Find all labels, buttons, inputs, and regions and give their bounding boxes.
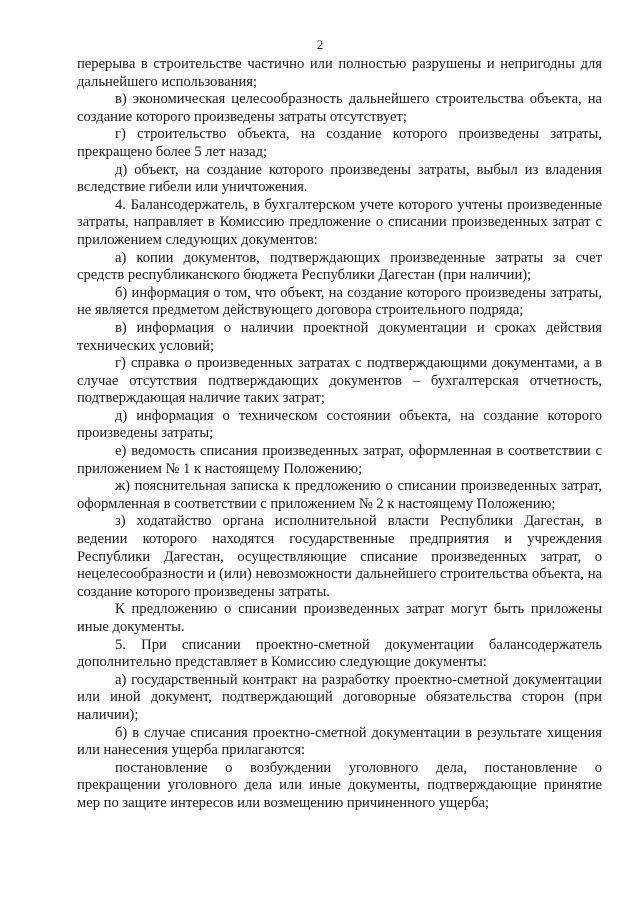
paragraph: ж) пояснительная записка к предложению о списании произведенных затрат, оформленная в соответствии с приложением № 2 к настоящему Положению; — [77, 478, 602, 512]
paragraph: д) информация о техническом состоянии объекта, на создание которого произведены затраты; — [77, 407, 602, 442]
paragraph: в) экономическая целесообразность дальнейшего строительства объекта, на создание которого произведены затраты отсутствует; — [77, 91, 602, 125]
paragraph: К предложению о списании произведенных затрат могут быть приложены иные документы. — [77, 601, 602, 635]
paragraph: б) в случае списания проектно-сметной документации в результате хищения или нанесения ущерба прилагаются: — [77, 724, 602, 759]
paragraph: з) ходатайство органа исполнительной власти Республики Дагестан, в ведении которого находятся государственные предприятия и учреждения Республики Дагестан, осуществляющие списание произведенных затрат, о нецелесообразности и (или) невозможности дальнейшего строительства объекта, на создание которого произведены затраты. — [77, 513, 602, 600]
paragraph: а) копии документов, подтверждающих произведенные затраты за счет средств республиканского бюджета Республики Дагестан (при наличии); — [77, 249, 602, 284]
paragraph: 4. Балансодержатель, в бухгалтерском учете которого учтены произведенные затраты, направляет в Комиссию предложение о списании произведенных затрат с приложением следующих документов: — [77, 196, 602, 248]
paragraph: постановление о возбуждении уголовного дела, постановление о прекращении уголовного дела или иные документы, подтверждающие принятие мер по защите интересов или возмещению причиненного ущерба; — [77, 759, 602, 811]
paragraph: в) информация о наличии проектной документации и сроках действия технических условий; — [77, 319, 602, 354]
document-body — [77, 56, 602, 813]
paragraph: г) строительство объекта, на создание которого произведены затраты, прекращено более 5 лет назад; — [77, 126, 602, 160]
paragraph: б) информация о том, что объект, на создание которого произведены затраты, не является предметом действующего договора строительного подряда; — [77, 284, 602, 319]
paragraph: д) объект, на создание которого произведены затраты, выбыл из владения вследствие гибели или уничтожения. — [77, 161, 602, 196]
paragraph: е) ведомость списания произведенных затрат, оформленная в соответствии с приложением № 1 к настоящему Положению; — [77, 443, 602, 477]
paragraph: 5. При списании проектно-сметной документации балансодержатель дополнительно представляет в Комиссию следующие документы: — [77, 636, 602, 671]
paragraph: г) справка о произведенных затратах с подтверждающими документами, а в случае отсутствия подтверждающих документов – бухгалтерская отчетность, подтверждающая наличие таких затрат; — [77, 355, 602, 407]
page-number: 2 — [316, 37, 324, 52]
paragraph: перерыва в строительстве частично или полностью разрушены и непригодны для дальнейшего использования; — [77, 56, 602, 90]
paragraph: а) государственный контракт на разработку проектно-сметной документации или иной документ, подтверждающий договорные обязательства сторон (при наличии); — [77, 671, 602, 723]
